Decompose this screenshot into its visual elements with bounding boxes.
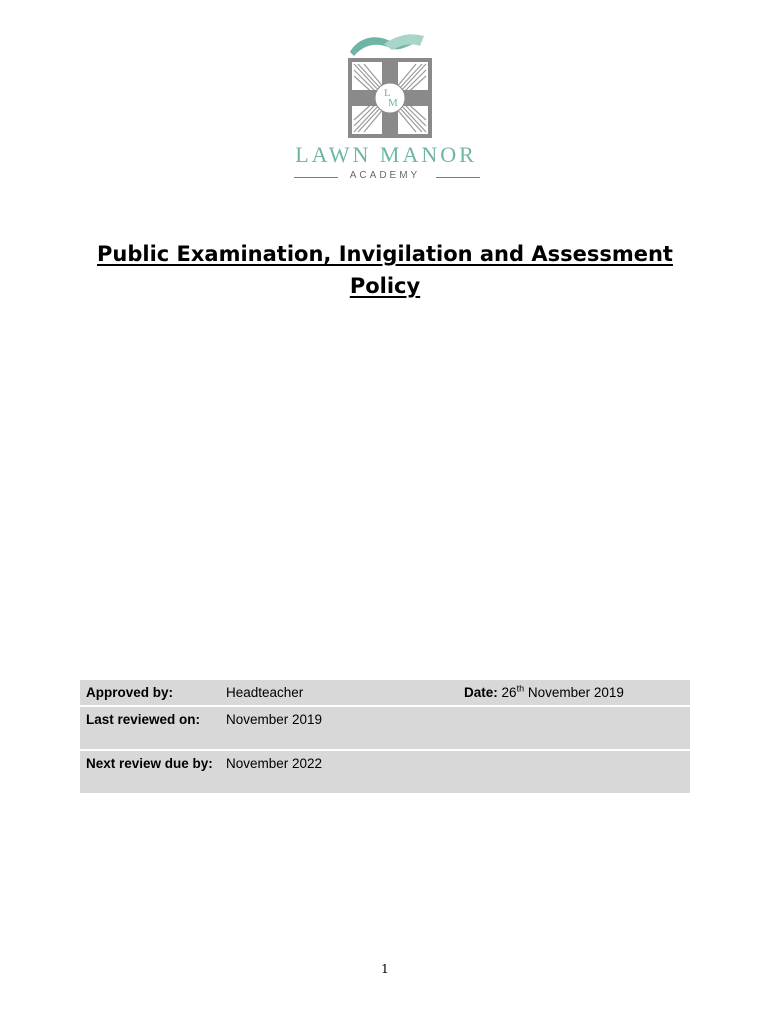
table-row <box>80 750 690 794</box>
empty-cell <box>458 750 690 794</box>
logo-subtitle <box>288 170 484 186</box>
empty-cell <box>458 706 690 750</box>
svg-text:L: L <box>384 87 391 99</box>
last-reviewed-label: Last reviewed on: <box>80 706 220 750</box>
page-number: 1 <box>381 962 389 976</box>
approval-date <box>458 680 690 706</box>
approved-by-label: Approved by: <box>80 680 220 706</box>
last-reviewed-value: November 2019 <box>220 706 458 750</box>
logo-subtitle-text: ACADEMY <box>349 170 421 181</box>
next-review-value: November 2022 <box>220 750 458 794</box>
svg-text:M: M <box>388 97 398 109</box>
logo-divider-left <box>294 177 338 178</box>
logo-divider-right <box>436 177 480 178</box>
document-title: Public Examination, Invigilation and Assessment Policy <box>97 242 673 298</box>
academy-logo <box>288 30 484 190</box>
logo-name: LAWN MANOR <box>295 142 477 167</box>
review-table <box>80 680 690 795</box>
table-row <box>80 680 690 706</box>
date-suffix: th <box>516 683 525 694</box>
date-rest: November 2019 <box>524 685 624 700</box>
crest-icon <box>344 30 434 140</box>
date-day: 26 <box>501 685 517 700</box>
date-label: Date: <box>464 685 498 700</box>
table-row <box>80 706 690 750</box>
next-review-label: Next review due by: <box>80 750 220 794</box>
approved-by-value: Headteacher <box>220 680 458 706</box>
